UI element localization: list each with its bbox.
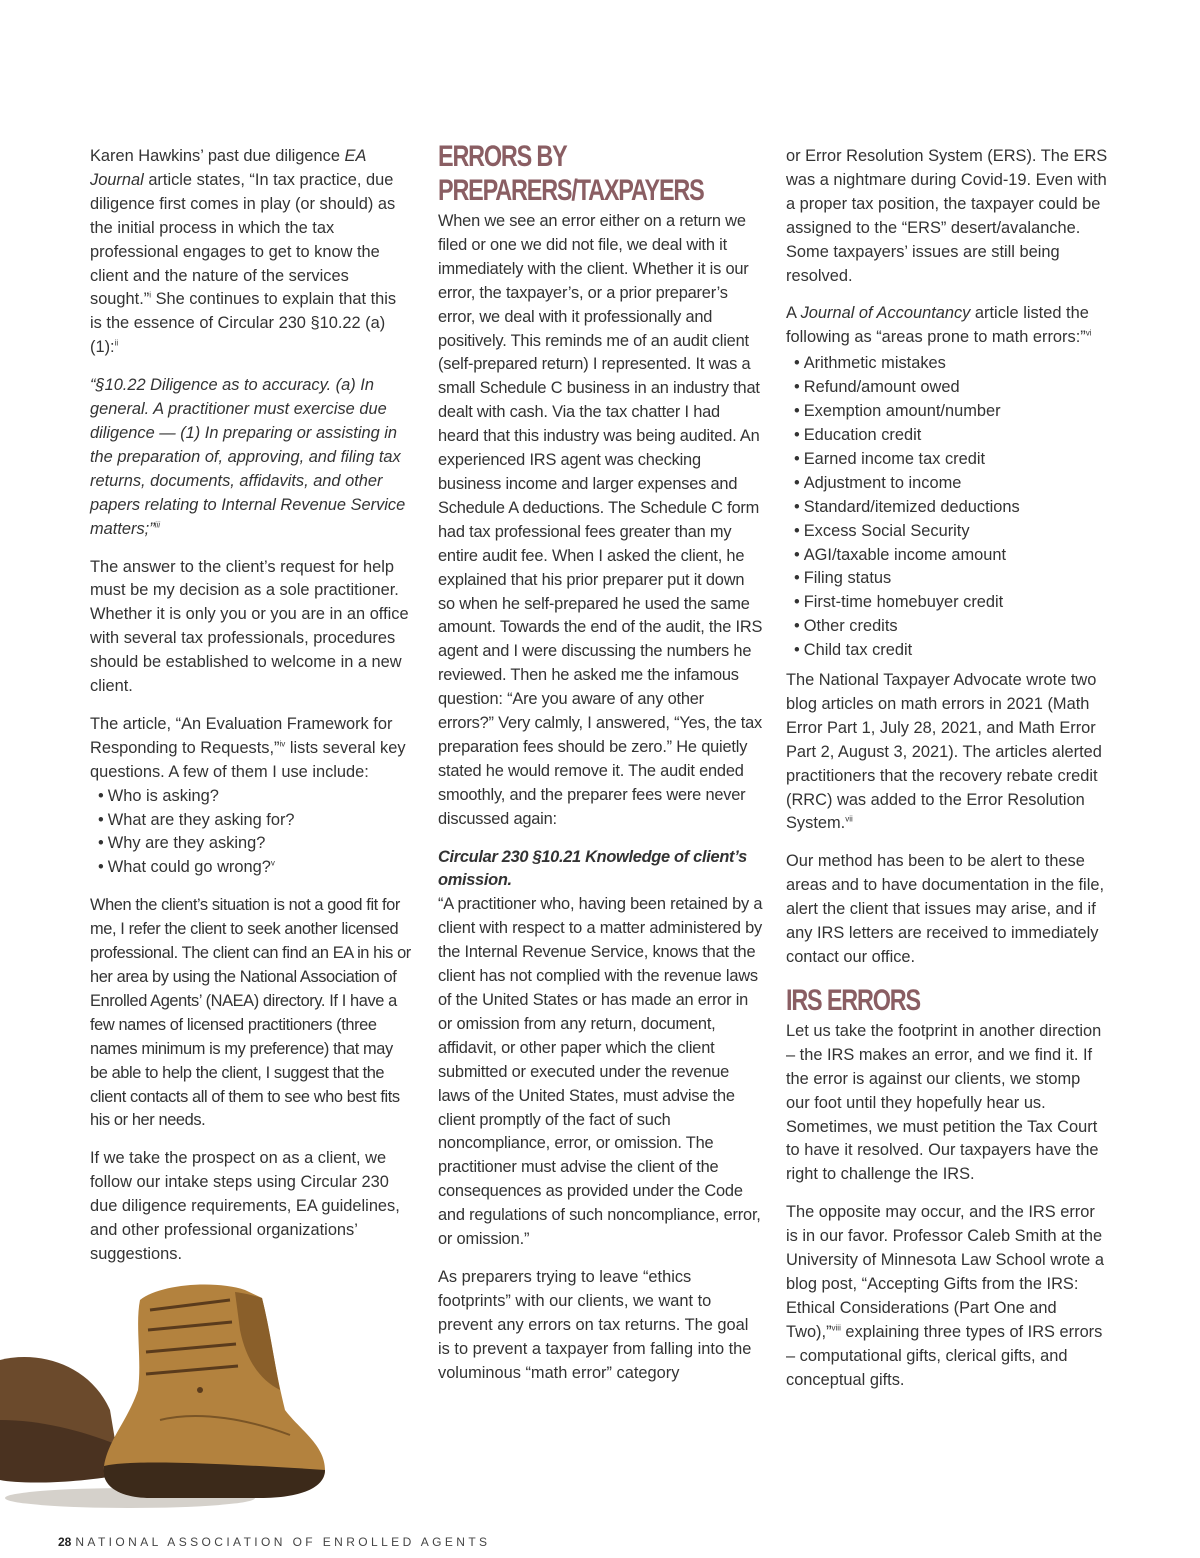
list-item: • Refund/amount owed	[794, 376, 1108, 400]
column-1	[90, 145, 412, 1281]
endnote-ref: iv	[279, 739, 286, 749]
list-item: • Child tax credit	[794, 639, 1108, 663]
body-paragraph: The opposite may occur, and the IRS error is in our favor. Professor Caleb Smith at the University of Minnesota Law School wrote a blog post, “Accepting Gifts from the IRS: Ethical Considerations (Part One and Two),”$^{viii}$ explaining three types of IRS errors – computational gifts, clerical gifts, and conceptual gifts.	[786, 1203, 1104, 1389]
body-paragraph: Let us take the footprint in another direction – the IRS makes an error, and we find it. If the error is against our clients, we stomp our foot until they hopefully hear us. Sometimes, we must petition the Tax Court to have it resolved. Our taxpayers have the right to challenge the IRS.	[786, 1021, 1102, 1184]
endnote-ref: vii	[845, 815, 853, 824]
column-2	[438, 140, 764, 1400]
intro-paragraph: Karen Hawkins’ past due diligence EA Journal article states, “In tax practice, due diligence first comes in play (or should) as the initial process in which the tax professional engages to get to know the client and the nature of the services sought.”$^i$ She continues to explain that this is the essence of Circular 230 §10.22 (a)(1):$^{ii}$	[90, 147, 397, 357]
endnote-ref: iii	[154, 520, 161, 530]
list-item: • What could go wrong?$^v$	[98, 856, 412, 880]
list-item: • Adjustment to income	[794, 472, 1108, 496]
section-heading: ERRORS BY PREPARERS/TAXPAYERS	[438, 140, 704, 207]
list-item: • Earned income tax credit	[794, 448, 1108, 472]
body-paragraph: A Journal of Accountancy article listed the following as “areas prone to math errors:”$^{vi}$	[786, 304, 1092, 347]
list-item: • Excess Social Security	[794, 520, 1108, 544]
body-paragraph: Our method has been to be alert to these areas and to have documentation in the file, alert the client that issues may arise, and if any IRS letters are received to immediately contact our office.	[786, 852, 1105, 966]
list-item: • Education credit	[794, 424, 1108, 448]
list-item: • Arithmetic mistakes	[794, 352, 1108, 376]
page-number: 28	[58, 1535, 72, 1549]
publication-name: NATIONAL ASSOCIATION OF ENROLLED AGENTS	[75, 1535, 491, 1549]
list-item: • Standard/itemized deductions	[794, 496, 1108, 520]
endnote-ref: viii	[831, 1323, 841, 1333]
endnote-ref: i	[149, 290, 152, 300]
list-item: • Who is asking?	[98, 785, 412, 809]
list-item: • First-time homebuyer credit	[794, 591, 1108, 615]
regulation-quote: “§10.22 Diligence as to accuracy. (a) In general. A practitioner must exercise due diligence — (1) In preparing or assisting in the preparation of, approving, and filing tax returns, documents, affidavits, and other papers relating to Internal Revenue Service matters;”$^{iii}$	[90, 376, 406, 538]
publication-title: EA Journal	[90, 147, 366, 189]
endnote-ref: vi	[1085, 328, 1092, 338]
list-item: • Other credits	[794, 615, 1108, 639]
column-3	[786, 145, 1108, 1407]
list-item: • Filing status	[794, 567, 1108, 591]
list-item: • AGI/taxable income amount	[794, 544, 1108, 568]
key-questions-list	[90, 785, 412, 881]
regulation-subhead: Circular 230 §10.21 Knowledge of client’s omission.	[438, 847, 747, 890]
publication-title: Journal of Accountancy	[800, 304, 971, 323]
body-paragraph: When the client’s situation is not a good fit for me, I refer the client to seek another licensed professional. The client can find an EA in his or her area by using the National Association of Enrolled Agents’ (NAEA) directory. If I have a few names of licensed practitioners (three names minimum is my preference) that may be able to help the client, I suggest that the client contacts all of them to see who best fits his or her needs.	[90, 896, 411, 1130]
list-item: • What are they asking for?	[98, 809, 412, 833]
list-item: • Exemption amount/number	[794, 400, 1108, 424]
list-item: • Why are they asking?	[98, 832, 412, 856]
work-boot-photo	[0, 1270, 330, 1510]
math-errors-list	[786, 352, 1108, 663]
page-footer	[58, 1535, 490, 1549]
section-heading: IRS ERRORS	[786, 983, 920, 1017]
body-paragraph: When we see an error either on a return we filed or one we did not file, we deal with it immediately with the client. Whether it is our error, the taxpayer’s, or a prior preparer’s error, we deal with it professionally and positively. This reminds me of an audit client (self-prepared return) I represented. It was a small Schedule C business in an industry that dealt with cash. Via the tax chatter I had heard that this industry was being audited. An experienced IRS agent was checking business income and larger expenses and Schedule A deductions. The Schedule C form had tax professional fees greater than my entire audit fee. When I asked the client, he explained that his prior preparer put it down so when he self-prepared he used the same amount. Towards the end of the audit, the IRS agent and I were discussing the numbers he reviewed. Then he asked me the infamous question: “Are you aware of any other errors?” Very calmly, I answered, “Yes, the tax preparation fees should be zero.” He quietly stated he would remove it. The audit ended smoothly, and the preparer fees were never discussed again:	[438, 212, 763, 828]
body-paragraph: or Error Resolution System (ERS). The ERS was a nightmare during Covid-19. Even with a proper tax position, the taxpayer could be assigned to the “ERS” desert/avalanche. Some taxpayers’ issues are still being resolved.	[786, 147, 1108, 285]
body-paragraph: The answer to the client’s request for help must be my decision as a sole practitioner. Whether it is only you or you are in an office with several tax professionals, procedures should be established to welcome in a new client.	[90, 557, 409, 696]
body-paragraph: If we take the prospect on as a client, we follow our intake steps using Circular 230 due diligence requirements, EA guidelines, and other professional organizations’ suggestions.	[90, 1149, 400, 1263]
body-paragraph: As preparers trying to leave “ethics footprints” with our clients, we want to prevent any errors on tax returns. The goal is to prevent a taxpayer from falling into the voluminous “math error” category	[438, 1267, 752, 1382]
endnote-ref: v	[270, 858, 275, 868]
regulation-quote: “A practitioner who, having been retained by a client with respect to a matter administered by the Internal Revenue Service, knows that the client has not complied with the revenue laws of the United States or has made an error in or omission from any return, document, affidavit, or other paper which the client submitted or executed under the revenue laws of the United States, must advise the client promptly of the fact of such noncompliance, error, or omission. The practitioner must advise the client of the consequences as provided under the Code and regulations of such noncompliance, error, or omission.”	[438, 895, 763, 1249]
body-paragraph: The National Taxpayer Advocate wrote two blog articles on math errors in 2021 (Math Error Part 1, July 28, 2021, and Math Error Part 2, August 3, 2021). The articles alerted practitioners that the recovery rebate credit (RRC) was added to the Error Resolution System.$^{vii}$	[786, 671, 1102, 833]
endnote-ref: ii	[114, 338, 119, 348]
body-paragraph: The article, “An Evaluation Framework for Responding to Requests,”$^{iv}$ lists several key questions. A few of them I use include:	[90, 714, 406, 781]
